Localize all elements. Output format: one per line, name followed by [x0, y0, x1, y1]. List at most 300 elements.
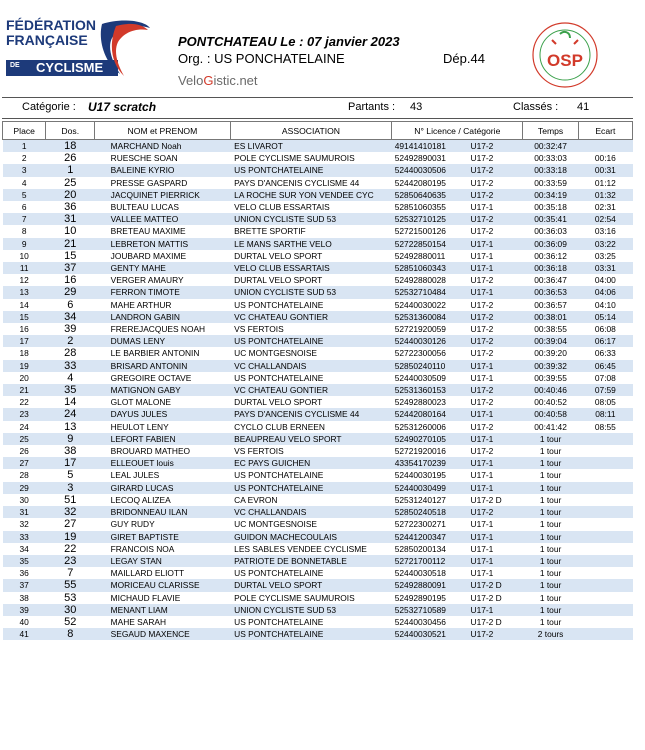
classes-label: Classés :	[513, 101, 559, 113]
category-cell: U17-2	[467, 311, 523, 323]
time-cell: 00:33:18	[523, 164, 578, 176]
rank-cell: 27	[3, 457, 46, 469]
category-cell: U17-1	[470, 202, 494, 213]
ffc-logo-line3: CYCLISME	[36, 60, 104, 75]
licence-cell: 52440030022	[394, 299, 446, 310]
name-cell: JACQUINET PIERRICK	[95, 189, 231, 201]
licence-cell: 52532710589	[392, 604, 467, 616]
time-cell: 1 tour	[523, 433, 578, 445]
licence-cell: 52531360084	[392, 311, 467, 323]
table-row	[3, 164, 633, 176]
organizer: Org. : US PONCHATELAINE	[178, 51, 345, 66]
category-cell: U17-2	[467, 140, 523, 153]
time-cell: 00:39:55	[534, 372, 567, 383]
time-cell: 1 tour	[539, 592, 562, 603]
dossard-cell: 25	[64, 176, 77, 189]
time-cell: 1 tour	[523, 457, 578, 469]
licence-cell: 52492880023	[394, 397, 446, 408]
dossard-cell: 7	[67, 567, 74, 580]
gap-cell: 04:00	[594, 275, 616, 286]
table-row	[3, 555, 633, 567]
table-row	[3, 323, 633, 335]
licence-cell: 52722300271	[394, 519, 446, 530]
licence-cell: 52441200347	[392, 531, 467, 543]
table-row	[3, 628, 633, 640]
licence-cell: 52440030499	[392, 482, 467, 494]
dossard-cell: 13	[64, 420, 77, 433]
time-cell: 00:36:12	[534, 250, 567, 261]
category-cell: U17-1	[467, 482, 523, 494]
club-cell: VC CHALLANDAIS	[230, 360, 392, 372]
gap-cell: 02:31	[594, 202, 616, 213]
club-cell: BRETTE SPORTIF	[234, 226, 306, 237]
dossard-cell: 31	[46, 213, 95, 225]
rank-cell: 39	[3, 604, 46, 616]
name-cell: MARCHAND Noah	[95, 140, 231, 153]
dossard-cell: 52	[64, 615, 77, 628]
licence-cell: 52721700112	[392, 555, 467, 567]
dossard-cell: 32	[46, 506, 95, 518]
ffc-logo-line1: FÉDÉRATION	[6, 17, 96, 33]
rank-cell: 11	[3, 262, 46, 274]
dossard-cell: 30	[46, 604, 95, 616]
dossard-cell: 36	[64, 201, 77, 214]
dossard-cell: 35	[46, 384, 95, 396]
licence-cell: 52850240110	[392, 360, 467, 372]
table-row	[3, 616, 633, 628]
name-cell: MATIGNON GABY	[95, 384, 231, 396]
dossard-cell: 8	[46, 628, 95, 640]
gap-cell: 01:32	[578, 189, 632, 201]
licence-cell: 52492890195	[394, 592, 446, 603]
table-row	[3, 299, 633, 311]
licence-cell: 52440030456	[394, 616, 446, 627]
time-cell: 00:39:04	[523, 335, 578, 347]
name-cell: DUMAS LENY	[95, 335, 231, 347]
time-cell: 00:34:19	[523, 189, 578, 201]
category-cell: U17-1	[467, 457, 523, 469]
dossard-cell: 37	[46, 262, 95, 274]
name-cell: DAYUS JULES	[95, 408, 231, 420]
name-cell: FERRON TIMOTE	[95, 286, 231, 298]
dossard-cell: 10	[64, 225, 77, 238]
category-cell: U17-2	[470, 446, 494, 457]
rank-cell: 34	[19, 543, 29, 554]
rank-cell: 16	[19, 324, 29, 335]
race-summary-bar	[2, 97, 633, 119]
time-cell: 2 tours	[523, 628, 578, 640]
category-cell: U17-2	[470, 226, 494, 237]
gap-cell	[578, 469, 632, 481]
gap-cell: 05:14	[578, 311, 632, 323]
time-cell: 1 tour	[539, 470, 562, 481]
club-cell: US PONTCHATELAINE	[230, 164, 392, 176]
category-cell: U17-2	[467, 384, 523, 396]
dossard-cell: 33	[46, 360, 95, 372]
licence-cell: 52440030521	[392, 628, 467, 640]
club-cell: PATRIOTE DE BONNETABLE	[230, 555, 392, 567]
dossard-cell: 26	[64, 152, 77, 165]
rank-cell: 10	[19, 250, 29, 261]
rank-cell: 21	[3, 384, 46, 396]
name-cell: JOUBARD MAXIME	[110, 250, 187, 261]
licence-cell: 52532710125	[392, 213, 467, 225]
licence-cell: 52440030506	[392, 164, 467, 176]
gap-cell	[578, 604, 632, 616]
category-label: Catégorie :	[22, 101, 76, 113]
time-cell: 00:32:47	[523, 140, 578, 153]
gap-cell: 03:31	[578, 262, 632, 274]
table-row	[3, 421, 633, 433]
club-cell: ES LIVAROT	[230, 140, 392, 153]
name-cell: SEGAUD MAXENCE	[95, 628, 231, 640]
club-cell: LE MANS SARTHE VELO	[230, 238, 392, 250]
time-cell: 00:35:18	[534, 202, 567, 213]
time-cell: 00:36:47	[534, 275, 567, 286]
rank-cell: 24	[19, 421, 29, 432]
licence-cell: 52851060343	[392, 262, 467, 274]
osp-logo-text: OSP	[547, 51, 583, 70]
dossard-cell: 1	[46, 164, 95, 176]
time-cell: 1 tour	[523, 579, 578, 591]
gap-cell: 00:16	[594, 153, 616, 164]
results-body	[3, 140, 633, 641]
table-row	[3, 311, 633, 323]
name-cell: PRESSE GASPARD	[110, 177, 188, 188]
category-cell: U17-2	[467, 189, 523, 201]
club-cell: POLE CYCLISME SAUMUROIS	[234, 153, 355, 164]
rank-cell: 8	[21, 226, 27, 237]
column-header-name: NOM et PRENOM	[95, 122, 231, 140]
time-cell: 00:40:58	[523, 408, 578, 420]
table-row	[3, 347, 633, 359]
category-cell: U17-2	[467, 628, 523, 640]
rank-cell: 5	[3, 189, 46, 201]
name-cell: GREGOIRE OCTAVE	[110, 372, 192, 383]
name-cell: LEGAY STAN	[95, 555, 231, 567]
gap-cell	[578, 531, 632, 543]
category-cell: U17-2 D	[467, 579, 523, 591]
category-cell: U17-2	[470, 324, 494, 335]
rank-cell: 15	[3, 311, 46, 323]
licence-cell: 52492880011	[394, 250, 446, 261]
dossard-cell: 17	[46, 457, 95, 469]
dossard-cell: 53	[64, 591, 77, 604]
time-cell: 00:39:32	[523, 360, 578, 372]
ffc-logo-line2: FRANÇAISE	[6, 32, 88, 48]
rank-cell: 40	[19, 616, 29, 627]
club-cell: DURTAL VELO SPORT	[234, 275, 323, 286]
rank-cell: 17	[3, 335, 46, 347]
name-cell: LEAL JULES	[110, 470, 160, 481]
table-row	[3, 445, 633, 457]
rank-cell: 14	[19, 299, 29, 310]
category-cell: U17-1	[470, 519, 494, 530]
name-cell: GIRARD LUCAS	[95, 482, 231, 494]
table-row	[3, 567, 633, 579]
results-table	[2, 121, 633, 640]
gap-cell	[578, 482, 632, 494]
event-title: PONTCHATEAU Le : 07 janvier 2023	[178, 34, 400, 49]
rank-cell: 13	[3, 286, 46, 298]
rank-cell: 25	[3, 433, 46, 445]
name-cell: LEFORT FABIEN	[95, 433, 231, 445]
club-cell: US PONTCHATELAINE	[230, 335, 392, 347]
table-row	[3, 506, 633, 518]
time-cell: 00:35:41	[523, 213, 578, 225]
category-cell: U17-1	[467, 433, 523, 445]
licence-cell: 52531260006	[394, 421, 446, 432]
table-row	[3, 177, 633, 189]
gap-cell	[578, 555, 632, 567]
table-row	[3, 518, 633, 530]
rank-cell: 33	[3, 531, 46, 543]
velogistic-credit: VeloGistic.net	[178, 73, 258, 88]
category-cell: U17-2	[470, 299, 494, 310]
rank-cell: 29	[3, 482, 46, 494]
name-cell: GUY RUDY	[110, 519, 155, 530]
category-cell: U17-1	[470, 372, 494, 383]
club-cell: PAYS D'ANCENIS CYCLISME 44	[234, 177, 360, 188]
club-cell: DURTAL VELO SPORT	[234, 397, 323, 408]
club-cell: US PONTCHATELAINE	[234, 616, 324, 627]
dossard-cell: 4	[67, 371, 74, 384]
table-row	[3, 604, 633, 616]
gap-cell: 03:25	[594, 250, 616, 261]
rank-cell: 22	[19, 397, 29, 408]
classes-value: 41	[577, 101, 590, 113]
rank-cell: 37	[3, 579, 46, 591]
gap-cell: 01:12	[594, 177, 616, 188]
licence-cell: 52531240127	[394, 494, 446, 505]
time-cell: 1 tour	[523, 482, 578, 494]
gap-cell: 04:06	[578, 286, 632, 298]
licence-cell: 52850200134	[394, 543, 446, 554]
time-cell: 00:40:46	[523, 384, 578, 396]
rank-cell: 12	[19, 275, 29, 286]
table-row	[3, 335, 633, 347]
category-cell: U17-2	[470, 397, 494, 408]
licence-cell: 52721920016	[394, 446, 446, 457]
gap-cell	[578, 543, 632, 555]
club-cell: LES SABLES VENDEE CYCLISME	[234, 543, 367, 554]
category-cell: U17-1	[467, 360, 523, 372]
table-row	[3, 286, 633, 298]
licence-cell: 52531360153	[392, 384, 467, 396]
club-cell: VELO CLUB ESSARTAIS	[230, 262, 392, 274]
licence-cell: 52722300056	[394, 348, 446, 359]
table-row	[3, 274, 633, 286]
name-cell: ELLEOUET louis	[95, 457, 231, 469]
club-cell: US PONTCHATELAINE	[230, 482, 392, 494]
dossard-cell: 22	[64, 542, 77, 555]
table-row	[3, 396, 633, 408]
time-cell: 00:38:01	[523, 311, 578, 323]
time-cell: 00:36:03	[534, 226, 567, 237]
table-row	[3, 384, 633, 396]
category-cell: U17-2	[470, 153, 494, 164]
table-row	[3, 543, 633, 555]
licence-cell: 52440030509	[394, 372, 446, 383]
column-header-licence: N° Licence / Catégorie	[392, 122, 523, 140]
gap-cell	[578, 592, 632, 604]
category-cell: U17-1	[467, 238, 523, 250]
gap-cell: 08:55	[594, 421, 616, 432]
gap-cell: 08:05	[594, 397, 616, 408]
rank-cell: 1	[3, 140, 46, 153]
name-cell: MICHAUD FLAVIE	[110, 592, 181, 603]
name-cell: GLOT MALONE	[110, 397, 171, 408]
time-cell: 1 tour	[539, 446, 562, 457]
rank-cell: 28	[19, 470, 29, 481]
category-cell: U17-1	[470, 568, 494, 579]
club-cell: UNION CYCLISTE SUD 53	[230, 286, 392, 298]
dossard-cell: 21	[46, 238, 95, 250]
club-cell: LA ROCHE SUR YON VENDEE CYC	[230, 189, 392, 201]
gap-cell	[578, 628, 632, 640]
licence-cell: 52850640635	[392, 189, 467, 201]
dossard-cell: 2	[46, 335, 95, 347]
gap-cell: 06:17	[578, 335, 632, 347]
table-row	[3, 408, 633, 420]
table-row	[3, 140, 633, 153]
dossard-cell: 6	[67, 298, 74, 311]
club-cell: US PONTCHATELAINE	[234, 372, 324, 383]
table-row	[3, 189, 633, 201]
club-cell: POLE CYCLISME SAUMUROIS	[234, 592, 355, 603]
time-cell: 00:38:55	[534, 324, 567, 335]
osp-club-logo	[520, 20, 610, 90]
time-cell: 00:36:53	[523, 286, 578, 298]
gap-cell: 06:45	[578, 360, 632, 372]
licence-cell: 52721920059	[394, 324, 446, 335]
rank-cell: 18	[19, 348, 29, 359]
rank-cell: 4	[21, 177, 27, 188]
dossard-cell: 27	[64, 518, 77, 531]
table-row	[3, 433, 633, 445]
category-value: U17 scratch	[88, 100, 157, 114]
name-cell: BRIDONNEAU ILAN	[95, 506, 231, 518]
name-cell: BRETEAU MAXIME	[110, 226, 186, 237]
rank-cell: 31	[3, 506, 46, 518]
licence-cell: 52490270105	[392, 433, 467, 445]
licence-cell: 52492880091	[392, 579, 467, 591]
rank-cell: 20	[19, 372, 29, 383]
licence-cell: 52440030126	[392, 335, 467, 347]
name-cell: FRANCOIS NOA	[110, 543, 175, 554]
club-cell: GUIDON MACHECOULAIS	[230, 531, 392, 543]
club-cell: US PONTCHATELAINE	[234, 568, 324, 579]
category-cell: U17-2	[467, 506, 523, 518]
licence-cell: 52850240518	[392, 506, 467, 518]
club-cell: UC MONTGESNOISE	[234, 348, 317, 359]
department: Dép.44	[443, 51, 485, 66]
gap-cell	[578, 445, 632, 457]
gap-cell: 06:08	[594, 324, 616, 335]
category-cell: U17-2	[470, 348, 494, 359]
table-row	[3, 360, 633, 372]
dossard-cell: 29	[46, 286, 95, 298]
column-header-club: ASSOCIATION	[230, 122, 392, 140]
column-header-time: Temps	[523, 122, 578, 140]
rank-cell: 9	[3, 238, 46, 250]
table-row	[3, 579, 633, 591]
category-cell: U17-2	[470, 177, 494, 188]
name-cell: MAILLARD ELIOTT	[110, 568, 185, 579]
column-header-gap: Ecart	[578, 122, 632, 140]
name-cell: MORICEAU CLARISSE	[95, 579, 231, 591]
category-cell: U17-1	[467, 531, 523, 543]
name-cell: MAHE SARAH	[110, 616, 167, 627]
licence-cell: 43354170239	[392, 457, 467, 469]
time-cell: 1 tour	[523, 604, 578, 616]
club-cell: DURTAL VELO SPORT	[230, 579, 392, 591]
table-row	[3, 225, 633, 237]
name-cell: BULTEAU LUCAS	[110, 202, 179, 213]
gap-cell	[578, 494, 632, 506]
category-cell: U17-1	[470, 470, 494, 481]
rank-cell: 2	[21, 153, 27, 164]
time-cell: 1 tour	[523, 555, 578, 567]
time-cell: 1 tour	[523, 531, 578, 543]
partants-label: Partants :	[348, 101, 396, 113]
rank-cell: 30	[19, 494, 29, 505]
club-cell: US PONTCHATELAINE	[234, 299, 324, 310]
name-cell: MENANT LIAM	[95, 604, 231, 616]
name-cell: GIRET BAPTISTE	[95, 531, 231, 543]
table-header-row	[3, 122, 633, 140]
name-cell: VALLEE MATTEO	[95, 213, 231, 225]
category-cell: U17-2	[467, 164, 523, 176]
rank-cell: 32	[19, 519, 29, 530]
rank-cell: 23	[3, 408, 46, 420]
licence-cell: 52440030195	[394, 470, 446, 481]
category-cell: U17-2 D	[470, 494, 502, 505]
table-row	[3, 494, 633, 506]
column-header-dossard: Dos.	[46, 122, 95, 140]
licence-cell: 52722850154	[392, 238, 467, 250]
gap-cell: 08:11	[578, 408, 632, 420]
dossard-cell: 28	[64, 347, 77, 360]
rank-cell: 6	[21, 202, 27, 213]
partants-value: 43	[410, 101, 423, 113]
rank-cell: 41	[3, 628, 46, 640]
rank-cell: 36	[19, 568, 29, 579]
table-row	[3, 262, 633, 274]
club-cell: EC PAYS GUICHEN	[230, 457, 392, 469]
dossard-cell: 34	[46, 311, 95, 323]
gap-cell	[578, 457, 632, 469]
gap-cell	[578, 506, 632, 518]
table-row	[3, 372, 633, 384]
category-cell: U17-1	[467, 286, 523, 298]
club-cell: VELO CLUB ESSARTAIS	[234, 202, 330, 213]
dossard-cell: 14	[64, 396, 77, 409]
table-row	[3, 201, 633, 213]
category-cell: U17-2 D	[470, 616, 502, 627]
time-cell: 00:41:42	[534, 421, 567, 432]
name-cell: BALEINE KYRIO	[95, 164, 231, 176]
gap-cell	[578, 567, 632, 579]
dossard-cell: 20	[46, 189, 95, 201]
time-cell: 00:36:09	[523, 238, 578, 250]
name-cell: HEULOT LENY	[110, 421, 169, 432]
club-cell: UC MONTGESNOISE	[234, 519, 317, 530]
time-cell: 1 tour	[539, 543, 562, 554]
time-cell: 00:40:52	[534, 397, 567, 408]
club-cell: VC CHALLANDAIS	[230, 506, 392, 518]
licence-cell: 52532710484	[392, 286, 467, 298]
